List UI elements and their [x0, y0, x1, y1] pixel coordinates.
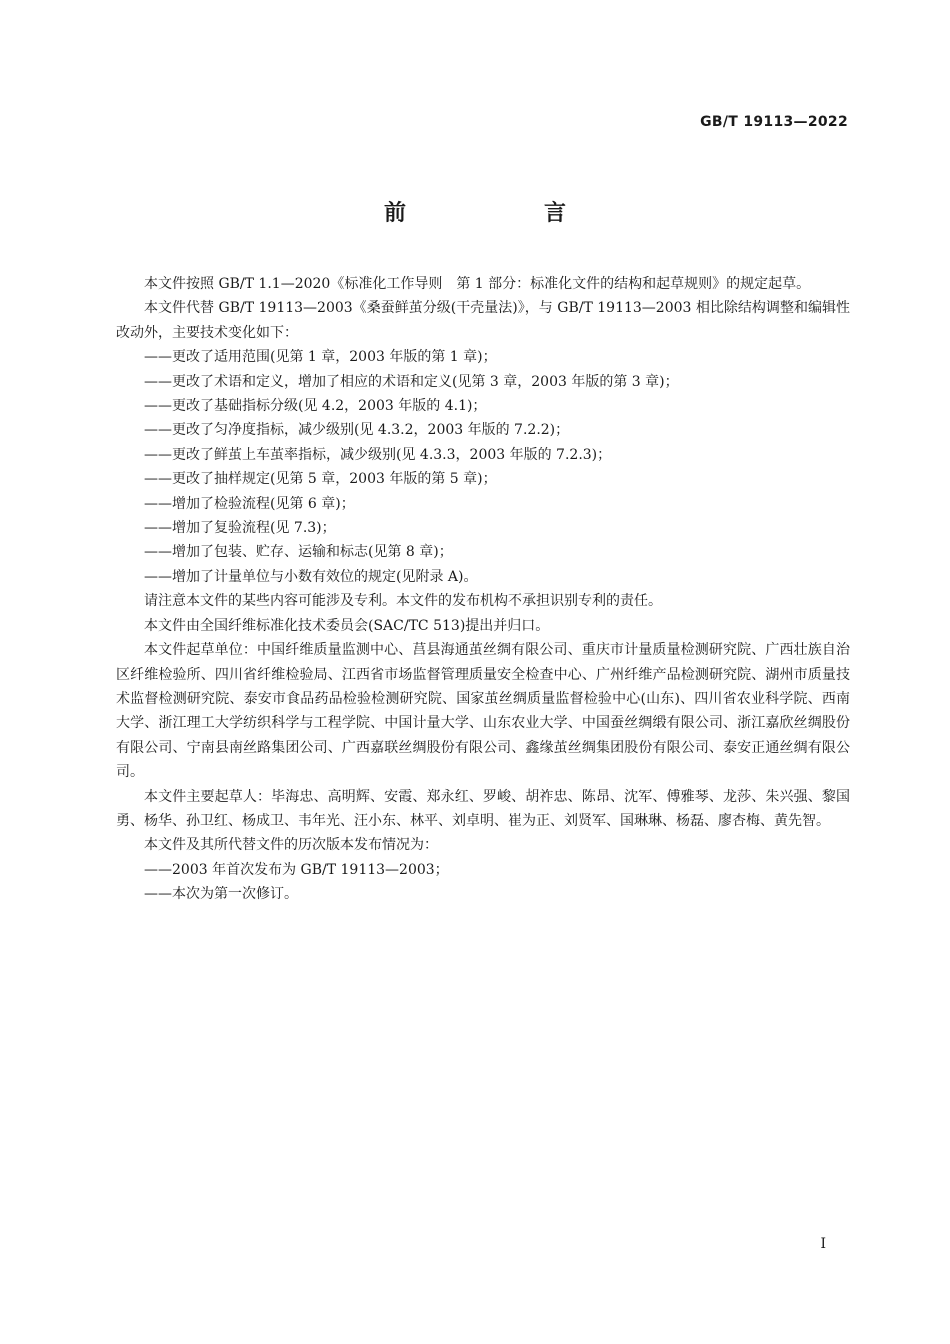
list-item: ——增加了计量单位与小数有效位的规定(见附录 A)。 [144, 568, 478, 585]
paragraph-drafting-units: 本文件起草单位：中国纤维质量监测中心、莒县海通茧丝绸有限公司、重庆市计量质量检测研究院、广西壮族自治区纤维检验所、四川省纤维检验局、江西省市场监督管理质量安全检查中心、广州纤维产品检测研究院、湖州市质量技术监督检测研究院、泰安市食品药品检验检测研究院、国家茧丝绸质量监督检验中心(山东)、四川省农业科学院、西南大学、浙江理工大学纺织科学与工程学院、中国计量大学、山东农业大学、中国蚕丝绸缎有限公司、浙江嘉欣丝绸股份有限公司、宁南县南丝路集团公司、广西嘉联丝绸股份有限公司、鑫缘茧丝绸集团股份有限公司、泰安正通丝绸有限公司。 [116, 642, 850, 781]
foreword-body [116, 272, 850, 907]
list-item: ——更改了基础指标分级(见 4.2，2003 年版的 4.1)； [144, 398, 487, 415]
list-item: ——更改了匀净度指标，减少级别(见 4.3.2，2003 年版的 7.2.2)； [144, 422, 570, 439]
list-item: ——更改了适用范围(见第 1 章，2003 年版的第 1 章)； [144, 349, 497, 366]
list-item: ——更改了鲜茧上车茧率指标，减少级别(见 4.3.3，2003 年版的 7.2.3)； [144, 446, 612, 463]
paragraph-patent-notice: 请注意本文件的某些内容可能涉及专利。本文件的发布机构不承担识别专利的责任。 [144, 593, 662, 610]
page-number: I [820, 1236, 826, 1252]
paragraph-proposer: 本文件由全国纤维标准化技术委员会(SAC/TC 513)提出并归口。 [144, 617, 550, 634]
list-item: ——更改了抽样规定(见第 5 章，2003 年版的第 5 章)； [144, 471, 497, 488]
list-item: ——增加了复验流程(见 7.3)； [144, 520, 336, 537]
history-item: ——2003 年首次发布为 GB/T 19113—2003； [144, 861, 449, 878]
list-item: ——更改了术语和定义，增加了相应的术语和定义(见第 3 章，2003 年版的第 3 章)； [144, 373, 679, 390]
paragraph-drafters: 本文件主要起草人：毕海忠、高明辉、安霞、郑永红、罗峻、胡祚忠、陈昂、沈军、傅雅琴、龙莎、朱兴强、黎国勇、杨华、孙卫红、杨成卫、韦年光、汪小东、林平、刘卓明、崔为正、刘贤军、国琳琳、杨磊、廖杏梅、黄先智。 [116, 788, 850, 829]
page-title: 前 言 [383, 201, 624, 226]
list-item: ——增加了包装、贮存、运输和标志(见第 8 章)； [144, 544, 453, 561]
document-code: GB/T 19113—2022 [700, 114, 848, 130]
list-item: ——增加了检验流程(见第 6 章)； [144, 495, 355, 512]
paragraph-history-intro: 本文件及其所代替文件的历次版本发布情况为： [144, 837, 438, 854]
paragraph-replacement: 本文件代替 GB/T 19113—2003《桑蚕鲜茧分级(干壳量法)》，与 GB/T 19113—2003 相比除结构调整和编辑性改动外，主要技术变化如下： [116, 300, 850, 341]
paragraph-drafting-rules: 本文件按照 GB/T 1.1—2020《标准化工作导则 第 1 部分：标准化文件的结构和起草规则》的规定起草。 [144, 276, 811, 292]
history-item: ——本次为第一次修订。 [144, 886, 298, 903]
